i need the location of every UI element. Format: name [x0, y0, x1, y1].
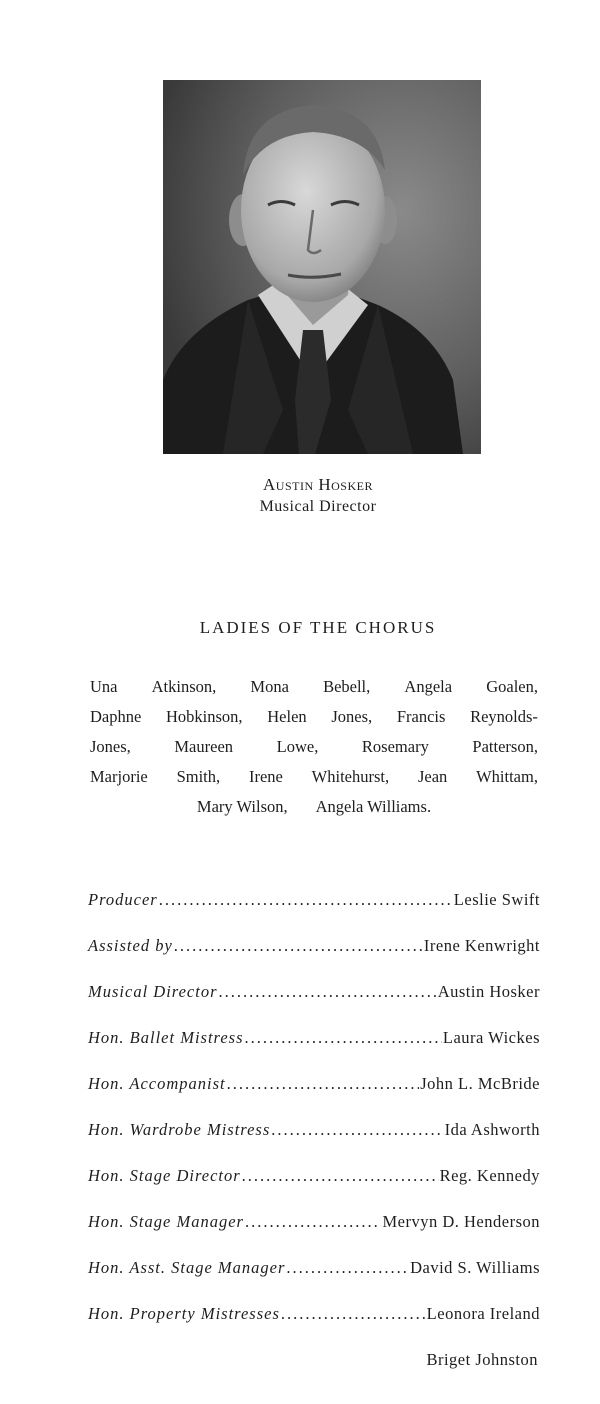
leader-dots: [242, 1166, 439, 1186]
credit-row: [88, 890, 540, 936]
leader-dots: [219, 982, 437, 1002]
chorus-word: Whittam,: [476, 767, 538, 786]
credit-row: [88, 1304, 540, 1350]
leader-dots: [245, 1212, 382, 1232]
chorus-word: Williams.: [367, 797, 432, 816]
chorus-word: Reynolds-: [470, 707, 538, 726]
credit-person: Mervyn D. Henderson: [382, 1212, 540, 1231]
chorus-word: Jones,: [331, 707, 373, 726]
credit-role: Hon. Stage Director: [88, 1166, 241, 1185]
credit-person: David S. Williams: [410, 1258, 540, 1277]
credit-person: John L. McBride: [420, 1074, 540, 1093]
leader-dots: [159, 890, 453, 910]
credit-row: [88, 1212, 540, 1258]
leader-dots: [281, 1304, 426, 1324]
credit-person: Reg. Kennedy: [439, 1166, 540, 1185]
chorus-line: [90, 702, 538, 732]
credit-row: [88, 936, 540, 982]
credit-person: Ida Ashworth: [444, 1120, 540, 1139]
leader-dots: [286, 1258, 409, 1278]
chorus-word: Irene: [248, 767, 283, 786]
chorus-line: [90, 672, 538, 702]
production-credits: [88, 890, 540, 1396]
chorus-word: Rosemary: [361, 737, 429, 756]
director-portrait-photo: [163, 80, 481, 454]
chorus-word: Wilson,: [236, 797, 288, 816]
director-title: Musical Director: [259, 498, 377, 515]
chorus-list: [90, 672, 538, 822]
credit-person: Irene Kenwright: [423, 936, 540, 955]
chorus-line: [90, 732, 538, 762]
credit-role: Hon. Property Mistresses: [88, 1304, 280, 1323]
chorus-word: Atkinson,: [151, 677, 217, 696]
chorus-word: [316, 792, 431, 822]
chorus-word: Daphne: [90, 707, 142, 726]
credit-person: Austin Hosker: [437, 982, 540, 1001]
chorus-word: Angela: [315, 797, 364, 816]
chorus-word: Maureen: [174, 737, 234, 756]
leader-dots: [245, 1028, 442, 1048]
chorus-word: Whitehurst,: [311, 767, 390, 786]
chorus-word: Angela: [404, 677, 453, 696]
chorus-word: Mona: [250, 677, 289, 696]
chorus-word: Smith,: [176, 767, 221, 786]
chorus-word: Una: [90, 677, 118, 696]
chorus-line: [90, 792, 538, 822]
credit-role: Assisted by: [88, 936, 173, 955]
portrait-caption: [0, 474, 600, 518]
credit-row: [88, 1258, 540, 1304]
chorus-word: Bebell,: [323, 677, 371, 696]
chorus-word: Goalen,: [486, 677, 538, 696]
credit-role: Hon. Accompanist: [88, 1074, 226, 1093]
credit-person: Leonora Ireland: [426, 1304, 540, 1323]
chorus-word: Lowe,: [276, 737, 319, 756]
chorus-line: [90, 762, 538, 792]
chorus-word: Jean: [417, 767, 448, 786]
chorus-word: Mary: [196, 797, 233, 816]
leader-dots: [271, 1120, 443, 1140]
chorus-word: Francis: [396, 707, 446, 726]
credit-row: [88, 982, 540, 1028]
leader-dots: [227, 1074, 420, 1094]
credit-role: Hon. Asst. Stage Manager: [88, 1258, 286, 1277]
credit-row: [88, 1028, 540, 1074]
leader-dots: [174, 936, 423, 956]
credit-role: Hon. Ballet Mistress: [88, 1028, 244, 1047]
chorus-word: [197, 792, 288, 822]
credit-person-continuation: Briget Johnston: [426, 1350, 538, 1369]
chorus-word: Patterson,: [472, 737, 538, 756]
credit-role: Musical Director: [88, 982, 218, 1001]
chorus-word: Hobkinson,: [166, 707, 243, 726]
chorus-word: Helen: [267, 707, 307, 726]
chorus-word: Marjorie: [90, 767, 148, 786]
director-name: Austin Hosker: [263, 475, 373, 494]
credit-person: Leslie Swift: [453, 890, 540, 909]
chorus-heading: LADIES OF THE CHORUS: [199, 618, 437, 637]
credit-row: [88, 1074, 540, 1120]
credit-role: Hon. Stage Manager: [88, 1212, 244, 1231]
credit-role: Producer: [88, 890, 158, 909]
portrait-illustration: [163, 80, 481, 454]
chorus-word: Jones,: [90, 737, 131, 756]
credit-row: [88, 1120, 540, 1166]
credit-row: [88, 1166, 540, 1212]
credit-person: Laura Wickes: [442, 1028, 540, 1047]
credit-role: Hon. Wardrobe Mistress: [88, 1120, 271, 1139]
